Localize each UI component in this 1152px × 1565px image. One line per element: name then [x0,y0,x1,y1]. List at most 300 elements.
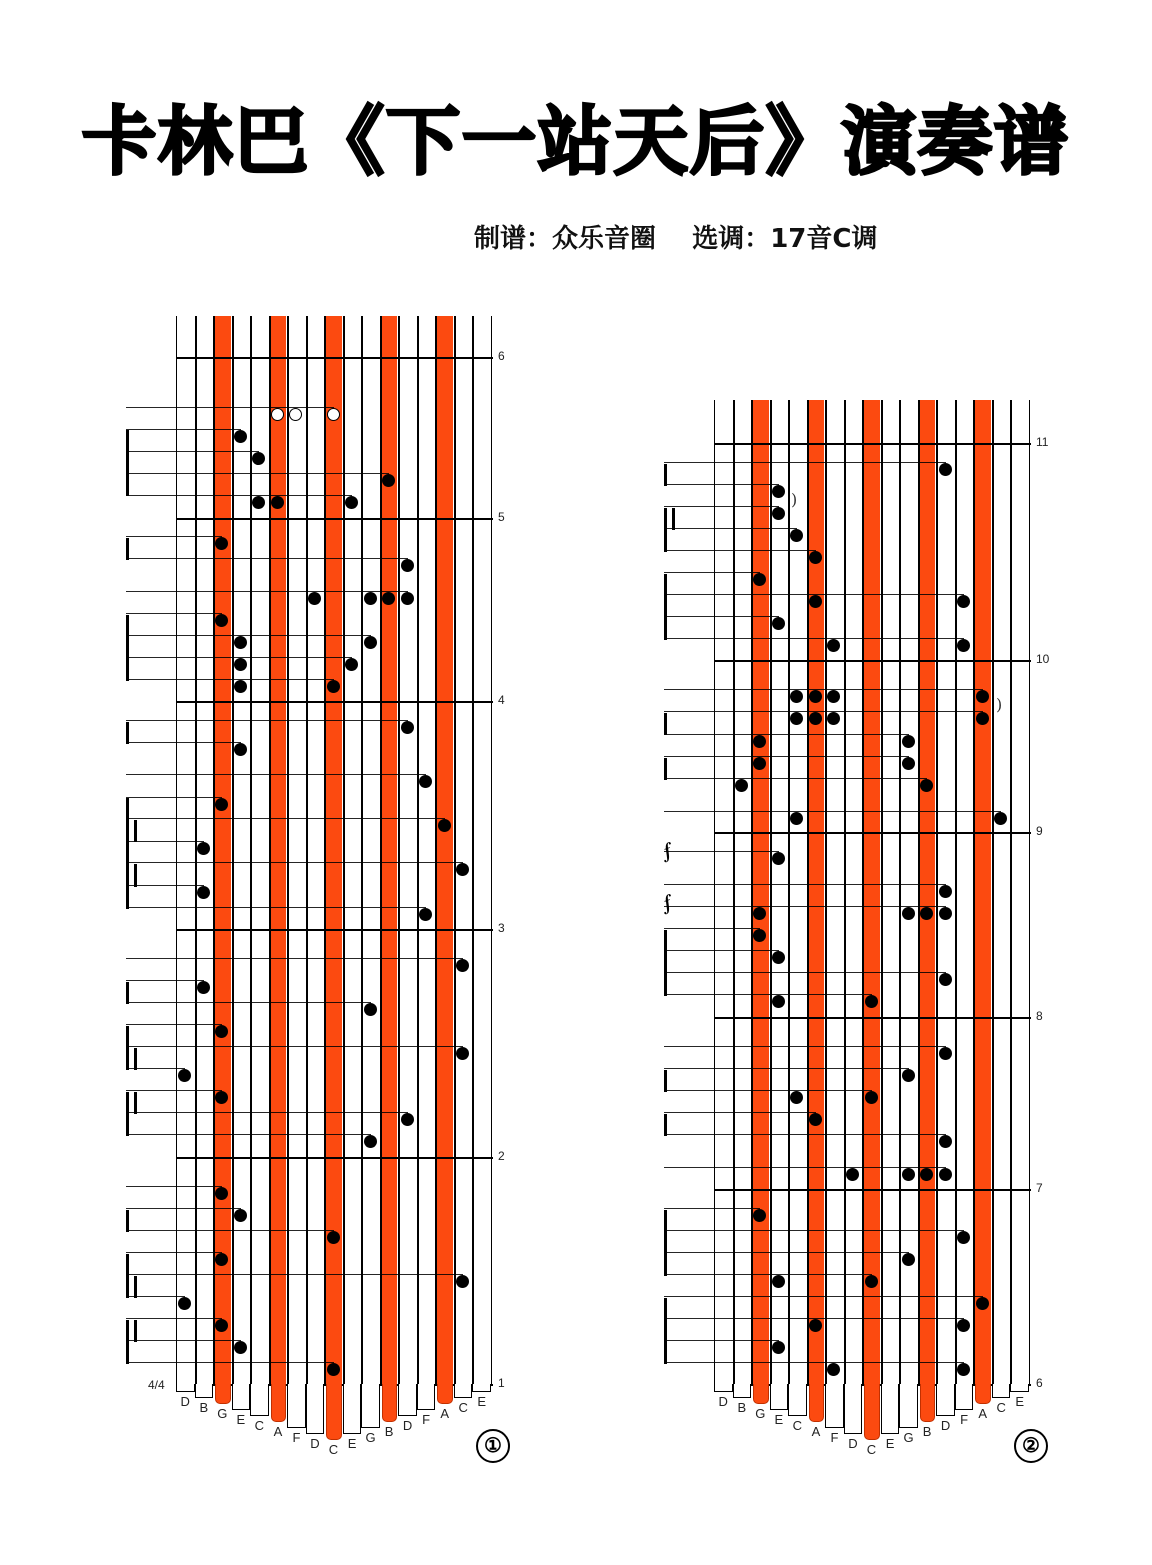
note-E [345,658,358,671]
rhythm-bar-secondary [134,1048,137,1070]
key-label-C: C [996,1400,1006,1415]
rhythm-bar [126,1092,129,1136]
key-divider [343,316,345,1384]
note-D [939,1168,952,1181]
rhythm-bar [664,1114,667,1136]
key-label-B: B [384,1424,394,1439]
tie-mark: ) [791,490,798,509]
key-divider [380,316,382,1384]
beat-guide-line [126,720,408,721]
tine-A [437,316,453,1384]
page-number-badge: ① [476,1429,510,1463]
beat-guide-line [126,613,222,614]
key-divider [232,316,234,1384]
tine-tip-C [864,1384,880,1440]
tine-tip-E [472,1384,491,1392]
beat-guide-line [126,797,222,798]
note-G [902,907,915,920]
measure-line [176,1157,493,1159]
rhythm-bar [126,538,129,560]
beat-guide-line [126,1340,241,1341]
note-D [401,559,414,572]
beat-guide-line [664,972,946,973]
note-B [735,779,748,792]
note-D [401,721,414,734]
measure-number: 9 [1036,824,1043,838]
key-label-C: C [328,1442,339,1457]
key-divider [1029,400,1030,1384]
key-divider [992,400,994,1384]
grace-mark: 𝆑 [660,837,675,863]
tine-tip-F [417,1384,436,1410]
note-D [401,592,414,605]
tine-tip-D [176,1384,195,1392]
note-E [345,496,358,509]
note-D [939,973,952,986]
beat-guide-line [664,1208,760,1209]
beat-guide-line [664,734,909,735]
beat-guide-line [664,1296,983,1297]
key-label-D: D [718,1394,728,1409]
rhythm-bar [126,1254,129,1298]
key-divider [733,400,735,1384]
tie-mark: ) [996,695,1003,714]
key-divider [491,316,492,1384]
note-B [197,886,210,899]
note-C [327,1231,340,1244]
key-divider [472,316,474,1384]
tine-tip-A [271,1384,287,1422]
note-D [939,907,952,920]
key-divider [751,400,753,1384]
measure-number: 7 [1036,1181,1043,1195]
rhythm-bar-secondary [672,508,675,530]
tine-tip-E [343,1384,362,1434]
tine-tip-F [825,1384,844,1428]
measure-line [176,518,493,520]
tine-tip-E [1010,1384,1029,1392]
beat-guide-line [126,1252,222,1253]
note-G [364,636,377,649]
beat-guide-line [126,536,222,537]
key-divider [324,316,326,1384]
note-G [902,757,915,770]
beat-guide-line [126,1134,371,1135]
key-label-D: D [940,1418,951,1433]
rhythm-bar [126,430,129,496]
beat-guide-line [126,429,241,430]
beat-guide-line [126,1024,222,1025]
note-D [939,1047,952,1060]
note-G [364,1135,377,1148]
beat-guide-line [126,407,334,408]
note-B [920,907,933,920]
note-D [939,463,952,476]
tine-tip-B [920,1384,936,1422]
note-F [957,1363,970,1376]
beat-guide-line [126,591,408,592]
beat-guide-line [664,638,964,639]
tine-A [809,400,825,1384]
beat-guide-line [126,958,463,959]
note-F [419,775,432,788]
beat-guide-line [664,484,779,485]
beat-guide-line [664,811,1001,812]
rhythm-bar [664,1298,667,1364]
beat-guide-line [664,528,797,529]
note-A [809,690,822,703]
tine-tip-A [437,1384,453,1404]
note-G [902,1253,915,1266]
beat-guide-line [664,616,779,617]
measure-number: 5 [498,510,505,524]
measure-number: 11 [1036,435,1049,449]
key-label-G: G [755,1406,766,1421]
tine-tip-B [733,1384,752,1398]
key-divider [213,316,215,1384]
note-F [957,1319,970,1332]
note-E [234,658,247,671]
note-G [902,1168,915,1181]
note-C [456,959,469,972]
note-D [939,1135,952,1148]
measure-line [176,929,493,931]
key-label-E: E [1015,1394,1025,1409]
tine-tip-G [899,1384,918,1428]
beat-guide-line [126,1208,241,1209]
key-label-E: E [774,1412,784,1427]
note-E [772,1341,785,1354]
tine-tip-D [936,1384,955,1416]
measure-line [714,832,1031,834]
beat-guide-line [126,679,334,680]
rhythm-bar [664,1070,667,1092]
note-E [772,485,785,498]
beat-guide-line [126,1318,222,1319]
key-divider [176,316,177,1384]
note-E [234,680,247,693]
key-divider [398,316,400,1384]
note-G [364,1003,377,1016]
note-F [419,908,432,921]
note-E [772,507,785,520]
measure-number: 6 [1036,1376,1043,1390]
note-D [401,1113,414,1126]
tine-B [920,400,936,1384]
key-label-E: E [347,1436,357,1451]
measure-line [714,660,1031,662]
rhythm-bar [126,615,129,681]
note-E [772,617,785,630]
tine-A [271,316,287,1384]
subtitle-credits: 制谱：众乐音圈 选调：17音C调 [474,224,878,254]
beat-guide-line [664,928,760,929]
key-divider [269,316,271,1384]
beat-guide-line [664,711,983,712]
note-A [976,1297,989,1310]
beat-guide-line [664,1167,946,1168]
beat-guide-line [126,495,352,496]
note-A [976,712,989,725]
note-G [902,735,915,748]
rhythm-bar [126,1210,129,1232]
key-label-E: E [885,1436,895,1451]
note-D [939,885,952,898]
tine-A [975,400,991,1384]
note-F [827,690,840,703]
measure-number: 10 [1036,652,1050,666]
note-B [920,1168,933,1181]
beat-guide-line [664,1112,816,1113]
key-label-G: G [365,1430,376,1445]
key-label-B: B [737,1400,747,1415]
note-E [234,430,247,443]
note-F [957,595,970,608]
measure-line [714,1017,1031,1019]
rhythm-bar-secondary [134,820,137,842]
key-divider [825,400,827,1384]
page-number-badge: ② [1014,1429,1048,1463]
beat-guide-line [126,862,463,863]
rhythm-bar [126,1320,129,1364]
tine-tip-C [454,1384,473,1398]
note-C [252,496,265,509]
beat-guide-line [664,1274,872,1275]
note-E [772,951,785,964]
tine-tip-D [714,1384,733,1392]
beat-guide-line [126,885,204,886]
note-C [456,1275,469,1288]
rhythm-bar [126,864,129,909]
rhythm-bar-secondary [134,1276,137,1298]
note-F [957,1231,970,1244]
note-F [289,408,302,421]
tine-tip-G [753,1384,769,1404]
key-divider [844,400,846,1384]
tine-tip-G [215,1384,231,1404]
note-E [234,1209,247,1222]
note-E [772,995,785,1008]
beat-guide-line [126,635,371,636]
key-label-B: B [922,1424,932,1439]
key-divider [881,400,883,1384]
key-label-D: D [402,1418,413,1433]
key-label-A: A [978,1406,987,1421]
beat-guide-line [664,462,946,463]
note-C [790,712,803,725]
beat-guide-line [126,907,426,908]
key-label-C: C [458,1400,468,1415]
note-B [382,474,395,487]
beat-guide-line [664,1068,909,1069]
note-A [809,712,822,725]
note-G [364,592,377,605]
beat-guide-line [664,756,909,757]
note-A [809,1319,822,1332]
tine-G [753,400,769,1384]
key-label-A: A [811,1424,821,1439]
note-A [271,496,284,509]
beat-guide-line [664,506,779,507]
tine-tip-D [306,1384,325,1434]
note-E [772,1275,785,1288]
note-C [790,690,803,703]
key-label-E: E [236,1412,246,1427]
tine-tip-D [844,1384,863,1434]
note-D [846,1168,859,1181]
key-label-F: F [292,1430,301,1445]
note-C [790,1091,803,1104]
tine-tip-E [232,1384,251,1410]
key-label-D: D [848,1436,858,1451]
measure-line [176,701,493,703]
note-E [234,743,247,756]
beat-guide-line [664,689,983,690]
note-A [809,1113,822,1126]
beat-guide-line [126,774,426,775]
rhythm-bar [126,722,129,744]
note-B [920,779,933,792]
rhythm-bar [126,982,129,1004]
beat-guide-line [664,994,872,995]
key-divider [454,316,456,1384]
measure-number: 8 [1036,1009,1043,1023]
beat-guide-line [664,884,946,885]
note-D [308,592,321,605]
rhythm-bar [664,930,667,996]
note-C [327,680,340,693]
tine-tip-E [770,1384,789,1410]
note-E [772,852,785,865]
beat-guide-line [664,851,779,852]
note-C [456,1047,469,1060]
key-divider [770,400,772,1384]
note-A [438,819,451,832]
tine-C [326,316,342,1384]
key-divider [918,400,920,1384]
note-F [827,639,840,652]
note-A [809,551,822,564]
note-C [456,863,469,876]
tine-tip-F [955,1384,974,1410]
measure-number: 3 [498,921,505,935]
note-F [827,712,840,725]
note-G [902,1069,915,1082]
measure-line [176,357,493,359]
grace-mark: 𝆑 [660,889,675,915]
tine-tip-B [382,1384,398,1422]
key-label-D: D [180,1394,190,1409]
note-A [271,408,284,421]
key-label-E: E [477,1394,487,1409]
beat-guide-line [664,1046,946,1047]
tine-tip-G [361,1384,380,1428]
note-D [178,1069,191,1082]
note-F [827,1363,840,1376]
note-C [865,995,878,1008]
key-label-G: G [217,1406,228,1421]
beat-guide-line [126,451,259,452]
key-label-D: D [310,1436,320,1451]
tine-tip-B [195,1384,214,1398]
key-divider [287,316,289,1384]
key-label-B: B [199,1400,209,1415]
measure-number: 1 [498,1376,505,1390]
key-divider [417,316,419,1384]
rhythm-bar-secondary [134,864,137,887]
beat-guide-line [126,1274,463,1275]
tine-tip-A [975,1384,991,1404]
beat-guide-line [126,980,204,981]
key-divider [306,316,308,1384]
beat-guide-line [126,473,389,474]
key-divider [973,400,975,1384]
key-label-A: A [273,1424,283,1439]
tine-tip-A [809,1384,825,1422]
key-label-C: C [254,1418,265,1433]
rhythm-bar [126,1026,129,1070]
tine-C [864,400,880,1384]
page-title: 卡林巴《下一站天后》演奏谱 [82,99,1070,185]
beat-guide-line [664,1340,779,1341]
note-D [178,1297,191,1310]
beat-guide-line [126,1002,371,1003]
key-label-A: A [440,1406,449,1421]
note-C [252,452,265,465]
key-label-F: F [830,1430,839,1445]
rhythm-bar [664,574,667,640]
key-label-F: F [960,1412,969,1427]
note-C [865,1091,878,1104]
beat-guide-line [126,742,241,743]
beat-guide-line [664,1134,946,1135]
beat-guide-line [126,1230,334,1231]
rhythm-bar [664,464,667,486]
note-C [327,408,340,421]
key-divider [862,400,864,1384]
measure-line [714,1189,1031,1191]
tine-tip-D [398,1384,417,1416]
note-B [382,592,395,605]
measure-number: 2 [498,1149,505,1163]
rhythm-bar [664,508,667,552]
rhythm-bar-secondary [134,1092,137,1114]
beat-guide-line [126,558,408,559]
measure-line [714,443,1031,445]
note-B [197,981,210,994]
rhythm-bar [664,758,667,780]
time-signature: 4/4 [148,1378,165,1392]
beat-guide-line [664,572,760,573]
tine-tip-C [250,1384,269,1416]
beat-guide-line [126,1186,222,1187]
key-divider [361,316,363,1384]
key-label-C: C [792,1418,803,1433]
beat-guide-line [664,1252,909,1253]
key-divider [807,400,809,1384]
measure-number: 6 [498,349,505,363]
tine-tip-C [788,1384,807,1416]
beat-guide-line [664,778,927,779]
tine-tip-C [326,1384,342,1440]
note-A [809,595,822,608]
note-C [994,812,1007,825]
rhythm-bar-secondary [134,1320,137,1342]
note-C [790,529,803,542]
key-divider [250,316,252,1384]
rhythm-bar [664,1210,667,1276]
beat-guide-line [664,950,779,951]
